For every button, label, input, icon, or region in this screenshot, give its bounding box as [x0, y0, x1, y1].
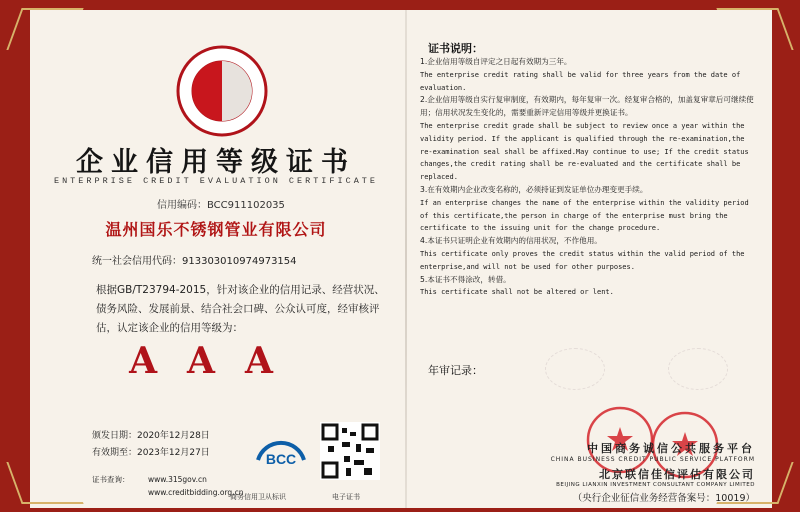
- page-fold: [405, 10, 407, 508]
- issue-date: 颁发日期：2020年12月28日: [92, 431, 210, 441]
- certificate-title: 企业信用等级证书: [76, 147, 356, 178]
- issuer-filing-number: （央行企业征信业务经营备案号：10019）: [572, 493, 755, 504]
- issuer-company-name: 北京联信佳信评估有限公司: [599, 468, 755, 481]
- note-5-en: This certificate shall not be altered or lent.: [420, 288, 614, 297]
- credit-china-logo: [176, 45, 268, 137]
- left-page: [30, 10, 402, 508]
- credit-rating: AAA: [129, 340, 303, 382]
- note-2-en: The enterprise credit grade shall be subject to review once a year within the validity period. If the applicant is qualified through the re-examination,the re-examination seal shall be affixed.May continue to use; If the credit status changes,the credit rating shall be re-evaluated and the certificate shall be replaced.: [420, 121, 749, 182]
- issuer-company-name-en: BEIJING LIANXIN INVESTMENT CONSULTANT COMPANY LIMITED: [556, 482, 755, 488]
- note-3-en: If an enterprise changes the name of the enterprise within the validity period of this certificate,the person in charge of the enterprise must bring the certificate to the issuing unit for the change procedure.: [420, 198, 749, 233]
- qr-code[interactable]: [320, 422, 380, 480]
- credit-code-number: 信用编码：BCC911102035: [157, 200, 285, 211]
- query-url-2[interactable]: www.creditbidding.org.cn: [148, 488, 244, 497]
- bcc-logo: [250, 424, 312, 478]
- certificate-notes: [420, 56, 760, 299]
- evaluation-basis: 根据GB/T23794-2015，针对该企业的信用记录、经营状况、债务风险、发展前景、结合社会口碑、公众认可度，经审核评估，认定该企业的信用等级为：: [96, 284, 385, 334]
- query-url-1[interactable]: www.315gov.cn: [148, 475, 207, 484]
- note-4-cn: 4.本证书只证明企业有效期内的信用状况，不作他用。: [420, 236, 602, 246]
- valid-until-date: 有效期至：2023年12月27日: [92, 448, 210, 458]
- issuer-platform-name: 中国商务诚信公共服务平台: [587, 442, 755, 455]
- review-stamp-slot-2: [668, 348, 728, 390]
- note-2-cn: 2.企业信用等级自实行复审制度，有效期内，每年复审一次。经复审合格的，加盖复审章后可继续使用；信用状况发生变化的，需要重新评定信用等级并更换证书。: [420, 95, 754, 118]
- certificate-subtitle: ENTERPRISE CREDIT EVALUATION CERTIFICATE: [53, 176, 379, 186]
- note-4-en: This certificate only proves the credit status within the valid period of the enterprise,and will not be used for other purposes.: [420, 249, 745, 271]
- note-3-cn: 3.在有效期内企业改变名称的，必须持证到发证单位办理变更手续。: [420, 184, 648, 194]
- annual-review-label: 年审记录：: [428, 364, 483, 377]
- certificate-query: [92, 473, 243, 499]
- notes-title: 证书说明：: [428, 42, 483, 55]
- note-5-cn: 5.本证书不得涂改，转借。: [420, 274, 511, 284]
- unified-social-credit-code: 统一社会信用代码：913303010974973154: [92, 256, 297, 267]
- query-label: 证书查询：: [92, 475, 130, 484]
- right-page: [410, 10, 772, 508]
- bcc-logo-text: BCC: [265, 451, 297, 467]
- date-block: [92, 428, 210, 462]
- note-1-cn: 1.企业信用等级自评定之日起有效期为三年。: [420, 57, 572, 66]
- qr-caption: 电子证书: [332, 493, 360, 501]
- issuing-organization: [525, 440, 755, 504]
- note-1-en: The enterprise credit rating shall be valid for three years from the date of evaluation.: [420, 70, 741, 92]
- bcc-caption: 商务信用卫从标识: [230, 493, 286, 501]
- review-stamp-slot-1: [545, 348, 605, 390]
- issuer-platform-name-en: CHINA BUSINESS CREDIT PUBLIC SERVICE PLATFORM: [550, 456, 755, 463]
- company-name: 温州国乐不锈钢管业有限公司: [105, 220, 327, 239]
